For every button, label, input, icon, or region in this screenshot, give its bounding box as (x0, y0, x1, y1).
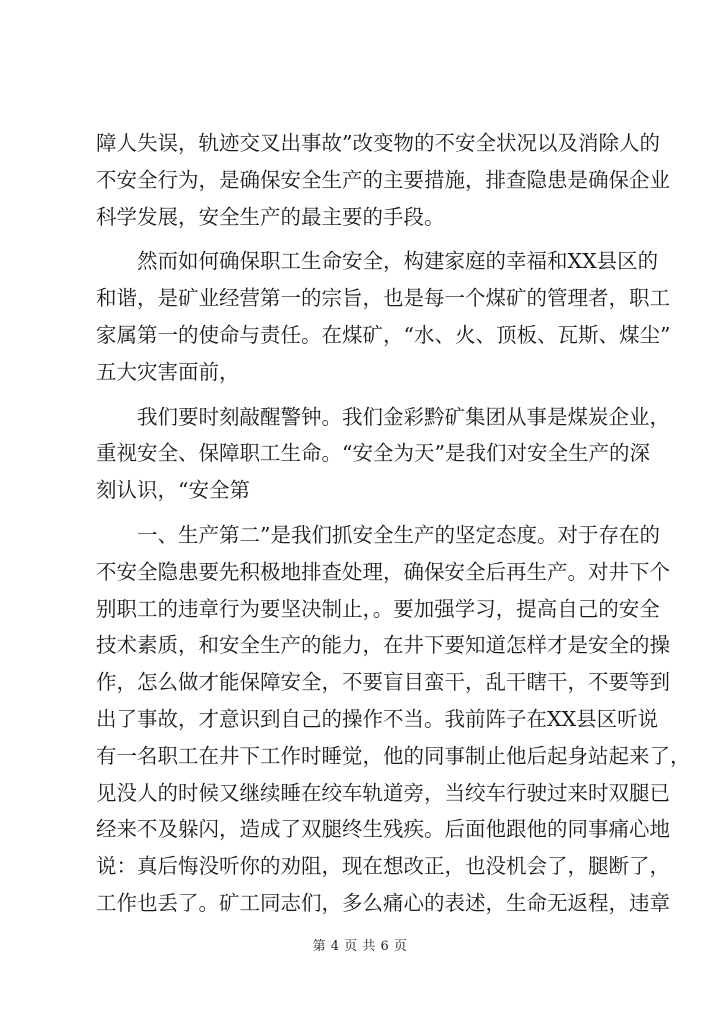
text-line: 说：真后悔没听你的劝阻，现在想改正，也没机会了，腿断了， (96, 854, 670, 879)
paragraph-3 (96, 399, 670, 509)
text-line: 技术素质，和安全生产的能力，在井下要知道怎样才是安全的操 (96, 633, 670, 658)
text-line: 见没人的时候又继续睡在绞车轨道旁，当绞车行驶过来时双腿已 (96, 780, 670, 805)
text-line: 家属第一的使命与责任。在煤矿，“水、火、顶板、瓦斯、煤尘” (96, 322, 671, 347)
text-line: 有一名职工在井下工作时睡觉，他的同事制止他后起身站起来了， (96, 743, 691, 768)
page-number-footer: 第 4 页 共 6 页 (312, 939, 408, 954)
text-line: 然而如何确保职工生命安全，构建家庭的幸福和XX县区的 (137, 249, 659, 274)
text-line: 出了事故，才意识到自己的操作不当。我前阵子在XX县区听说 (96, 706, 659, 731)
text-line: 工作也丢了。矿工同志们，多么痛心的表述，生命无返程，违章 (96, 890, 670, 915)
text-line: 我们要时刻敲醒警钟。我们金彩黔矿集团从事是煤炭企业， (137, 404, 670, 429)
paragraph-4 (96, 517, 691, 922)
paragraph-2 (96, 243, 671, 390)
text-line: 重视安全、保障职工生命。“安全为天”是我们对安全生产的深 (96, 441, 650, 466)
text-line: 刻认识，“安全第 (96, 478, 250, 503)
paragraph-1 (96, 125, 670, 235)
text-line: 不安全隐患要先积极地排查处理，确保安全后再生产。对井下个 (96, 559, 670, 584)
text-line: 经来不及躲闪，造成了双腿终生残疾。后面他跟他的同事痛心地 (96, 817, 670, 842)
text-line: 不安全行为，是确保安全生产的主要措施，排查隐患是确保企业 (96, 167, 670, 192)
text-line: 一、生产第二”是我们抓安全生产的坚定态度。对于存在的 (137, 522, 660, 547)
text-line: 别职工的违章行为要坚决制止，。要加强学习，提高自己的安全 (96, 596, 660, 621)
paragraph-gap (96, 391, 631, 399)
text-line: 和谐，是矿业经营第一的宗旨，也是每一个煤矿的管理者，职工 (96, 286, 670, 311)
paragraph-gap (96, 509, 631, 517)
text-line: 科学发展，安全生产的最主要的手段。 (96, 204, 445, 229)
text-line: 障人失误，轨迹交叉出事故”改变物的不安全状况以及消除人的 (96, 131, 660, 155)
text-line: 作，怎么做才能保障安全，不要盲目蛮干，乱干瞎干，不要等到 (96, 670, 670, 695)
text-line: 五大灾害面前， (96, 359, 240, 384)
paragraph-gap (96, 235, 631, 243)
document-body (96, 125, 691, 922)
